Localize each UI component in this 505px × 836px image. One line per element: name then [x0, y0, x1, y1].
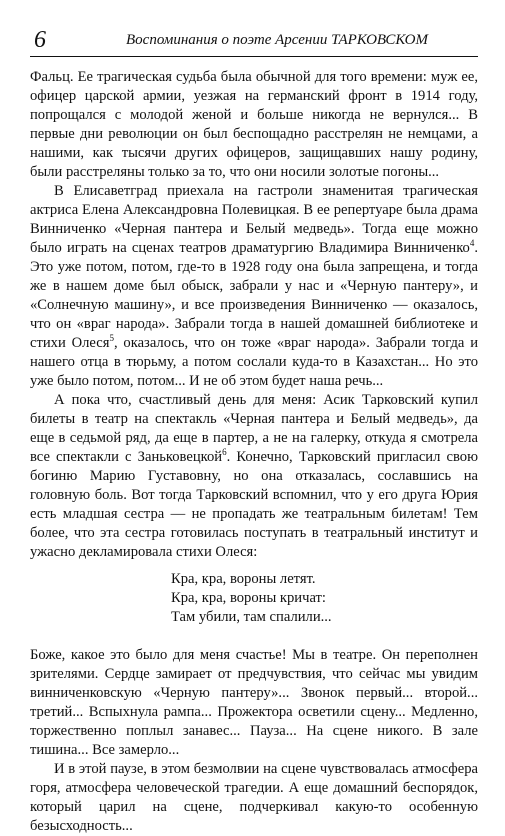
header-rule — [30, 56, 478, 57]
paragraph-1: Фальц. Ее трагическая судьба была обычной для того времени: муж ее, офицер царской армии, уезжая на германский фронт в 1914 году, попрощался с молодой женой и больше никогда не вернулся... В первые дни революции он был беспощадно расстрелян не немцами, а нашими, как тысячи других офицеров, защищавших нашу родину, были расстреляны только за то, что они носили золотые погоны... — [30, 69, 478, 180]
footnote-ref-5: 5 — [109, 333, 114, 343]
verse-line-1: Кра, кра, вороны летят. — [171, 571, 316, 587]
paragraph-2-part-c: , оказалось, что он тоже «враг народа». Забрали тогда и нашего отца в тюрьму, а потом сослали куда-то в Казахстан... Но это уже было потом, потом... И не об этом будет наша речь... — [30, 335, 478, 389]
paragraph-3-part-a: А пока что, счастливый день для меня: Асик Тарковский купил билеты в театр на спектакль «Черная пантера и Белый медведь», да еще в седьмой ряд, да еще в партер, а не на галерку, откуда я смотрела все спектакли с Заньковецкой — [30, 392, 478, 465]
verse-quote — [171, 570, 478, 627]
footnote-ref-6: 6 — [222, 447, 227, 457]
paragraph-2-part-b: . Это уже потом, потом, где-то в 1928 году она была запрещена, и тогда же в нашем доме был обыск, забрали у нас и «Черную пантеру», и «Солнечную машину», и все произведения Винниченко — оказалось, что он «враг народа». Забрали тогда в нашей домашней библиотеке и стихи Олеся — [30, 240, 478, 351]
page-number: 6 — [34, 27, 46, 53]
running-title: Воспоминания о поэте Арсении ТАРКОВСКОМ — [126, 32, 428, 48]
paragraph-4: Боже, какое это было для меня счастье! Мы в театре. Он переполнен зрителями. Сердце замирает от предчувствия, что сейчас мы увидим винниченковскую «Черную пантеру»... Звонок первый... второй... третий... Вспыхнула рампа... Прожектора осветили сцену... Медленно, торжественно поплыл занавес... Пауза... На сцене никого. В зале тишина... Все замерло... — [30, 647, 478, 758]
body-text — [30, 68, 478, 836]
verse-line-2: Кра, кра, вороны кричат: — [171, 590, 326, 606]
verse-line-3: Там убили, там спалили... — [171, 609, 332, 625]
page-header — [30, 26, 478, 54]
paragraph-3 — [30, 391, 478, 562]
paragraph-3-part-b: . Конечно, Тарковский пригласил свою богиню Марию Густавовну, но она отказалась, сославшись на головную боль. Вот тогда Тарковский вспомнил, что у его друга Юрия есть младшая сестра — не пропадать же театральным билетам! Тем более, что эта сестра готовилась поступать в театральный институт и ужасно декламировала стихи Олеся: — [30, 449, 478, 560]
footnote-ref-4: 4 — [469, 238, 475, 248]
paragraph-2-part-a: В Елисаветград приехала на гастроли знаменитая трагическая актриса Елена Александровна Полевицкая. В ее репертуаре была драма Винниченко «Черная пантера и Белый медведь». Тогда еще можно было играть на сценах театров драматургию Владимира Винниченко — [30, 183, 478, 256]
paragraph-2 — [30, 182, 478, 391]
paragraph-5: И в этой паузе, в этом безмолвии на сцене чувствовалась атмосфера горя, атмосфера человеческой трагедии. А еще домашний беспорядок, который царил на сцене, подчеркивал какую-то особенную безысходность... — [30, 761, 478, 834]
